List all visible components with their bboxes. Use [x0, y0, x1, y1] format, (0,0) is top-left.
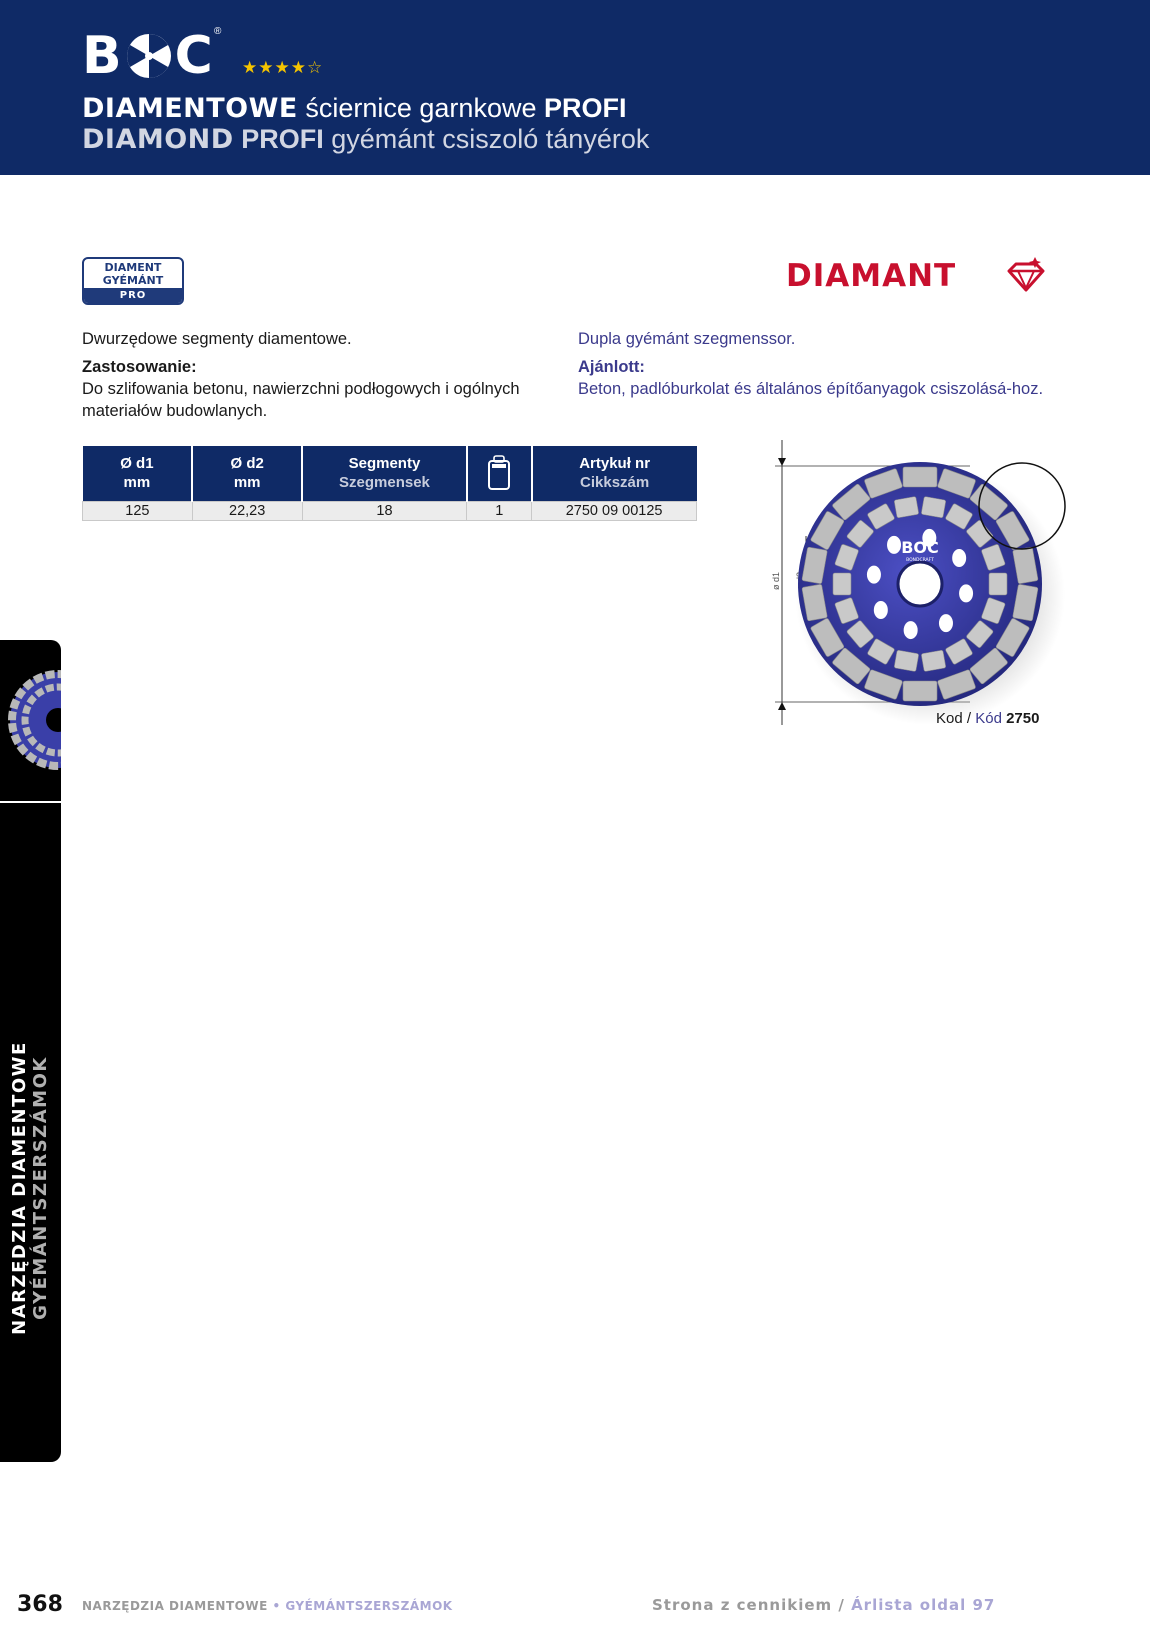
- table-header-row: [83, 446, 697, 501]
- diamant-brand-logo: DIAMANT: [786, 258, 957, 294]
- cup-wheel-image: [770, 440, 1070, 725]
- page-title-polish: [82, 93, 627, 124]
- wheel-segment: [903, 467, 937, 487]
- spec-table: [82, 446, 697, 521]
- footer-ref-sep: /: [832, 1596, 852, 1614]
- registered-mark: ®: [214, 26, 222, 37]
- cell-d1: 125: [83, 501, 193, 520]
- header-d1: Ø d1 mm: [83, 446, 193, 501]
- wheel-hole: [904, 621, 918, 639]
- cell-pack: 1: [467, 501, 532, 520]
- desc-hu-body: Beton, padlóburkolat és általános építőanyagok csiszolásá-hoz.: [578, 380, 1044, 398]
- footer-ref-pl: Strona z cennikiem: [652, 1596, 833, 1614]
- title-hu-bold: DIAMOND: [82, 124, 234, 155]
- footer-price-reference: [652, 1596, 995, 1614]
- footer-section-sep: •: [267, 1599, 286, 1613]
- dim-d1-label: ø d1: [771, 571, 781, 590]
- header-article: Artykuł nr Cikkszám: [532, 446, 697, 501]
- wheel-segment: [894, 650, 919, 672]
- product-code-label: [936, 710, 1039, 727]
- header-package: [467, 446, 532, 501]
- rating-stars: ★★★★☆: [242, 58, 324, 77]
- cell-d2: 22,23: [192, 501, 302, 520]
- logo-letter-b: B: [82, 26, 123, 86]
- side-tab-label: [9, 813, 51, 1462]
- header-segments: Segmenty Szegmensek: [302, 446, 467, 501]
- code-sep: /: [962, 710, 976, 727]
- table-row: [83, 501, 697, 520]
- desc-pl-body: Do szlifowania betonu, nawierzchni podłogowych i ogólnych materiałów budowlanych.: [82, 380, 520, 420]
- side-label-pl: NARZĘDZIA DIAMENTOWE: [9, 1041, 30, 1335]
- title-pl-bold: DIAMENTOWE: [82, 93, 298, 124]
- section-side-tab: [0, 640, 61, 1462]
- code-hu: Kód: [975, 710, 1002, 727]
- footer-section-pl: NARZĘDZIA DIAMENTOWE: [82, 1599, 268, 1613]
- footer-section-name: [82, 1599, 453, 1613]
- code-value: 2750: [1006, 710, 1040, 727]
- wheel-hole: [952, 549, 966, 567]
- package-icon: [487, 455, 511, 491]
- page-number: 368: [17, 1592, 63, 1617]
- gem-icon: [1005, 257, 1047, 293]
- side-thumbnail-image: [0, 665, 61, 775]
- boc-logo: [82, 28, 214, 84]
- product-logo-text: BOC: [901, 538, 939, 557]
- wheel-hole: [939, 614, 953, 632]
- description-polish: [82, 328, 562, 422]
- desc-pl-intro: Dwurzędowe segmenty diamentowe.: [82, 330, 352, 348]
- wheel-hole: [867, 566, 881, 584]
- title-pl-bold2: PROFI: [543, 93, 627, 123]
- code-pl: Kod: [936, 710, 963, 727]
- badge-line2: GYÉMÁNT: [102, 274, 164, 287]
- diament-pro-badge: [82, 257, 184, 305]
- wheel-segment: [894, 496, 919, 518]
- logo-wheel-icon: [125, 32, 173, 80]
- wheel-hole: [887, 536, 901, 554]
- header-banner: [0, 0, 1150, 175]
- wheel-segment: [833, 573, 851, 595]
- desc-pl-label: Zastosowanie:: [82, 358, 197, 376]
- side-tab-divider: [0, 801, 61, 803]
- desc-hu-intro: Dupla gyémánt szegmenssor.: [578, 330, 796, 348]
- logo-letter-c: C: [174, 26, 214, 86]
- desc-hu-label: Ajánlott:: [578, 358, 645, 376]
- title-pl-normal: ściernice garnkowe: [297, 93, 544, 123]
- title-hu-medium: PROFI: [233, 124, 324, 154]
- page-title-hungarian: [82, 124, 649, 155]
- product-logo-sub: BONDCRAFT: [906, 558, 934, 563]
- wheel-hole: [959, 584, 973, 602]
- side-label-hu: GYÉMÁNTSZERSZÁMOK: [30, 1056, 51, 1320]
- wheel-segment: [989, 573, 1007, 595]
- header-d2: Ø d2 mm: [192, 446, 302, 501]
- wheel-hole: [874, 601, 888, 619]
- wheel-segment: [903, 681, 937, 701]
- title-hu-normal: gyémánt csiszoló tányérok: [323, 124, 650, 154]
- badge-line1: DIAMENT: [104, 261, 162, 274]
- footer-section-hu: GYÉMÁNTSZERSZÁMOK: [285, 1599, 453, 1613]
- cell-article: 2750 09 00125: [532, 501, 697, 520]
- wheel-segment: [921, 650, 946, 672]
- cell-segments: 18: [302, 501, 467, 520]
- description-hungarian: [578, 328, 1048, 400]
- footer-ref-hu: Árlista oldal 97: [851, 1596, 996, 1614]
- badge-line3: PRO: [84, 288, 182, 303]
- wheel-segment: [921, 496, 946, 518]
